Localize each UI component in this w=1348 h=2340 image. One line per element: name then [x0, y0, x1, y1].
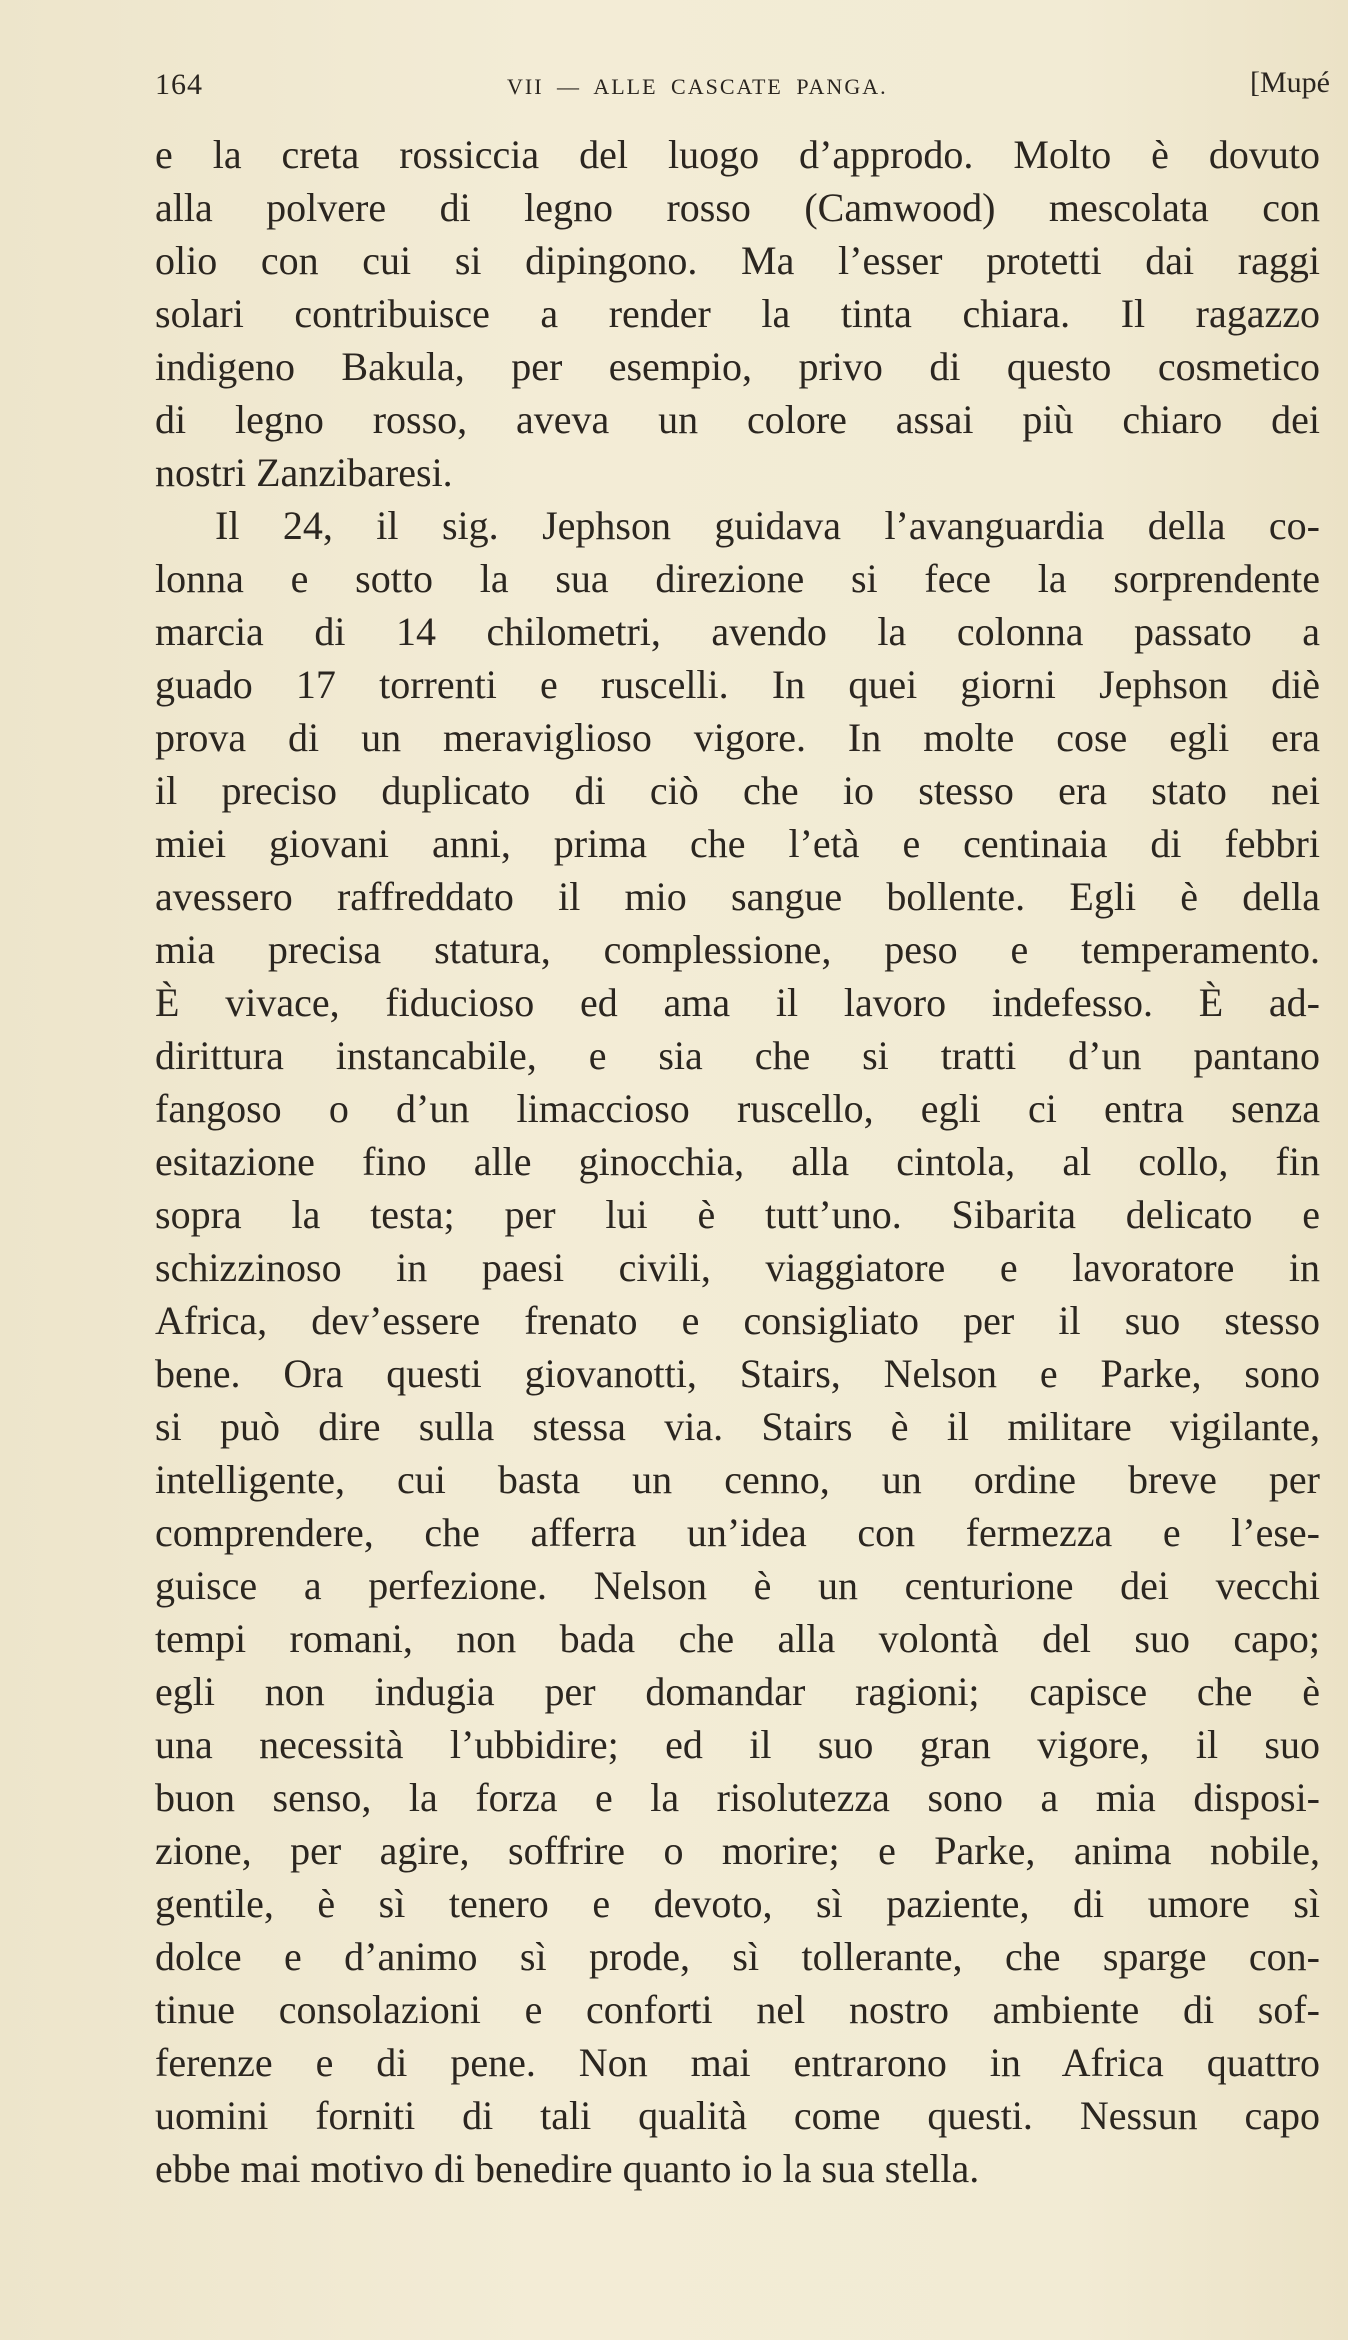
text-line: si può dire sulla stessa via. Stairs è il militare vigilante,	[155, 1404, 1320, 1449]
text-line: mia precisa statura, complessione, peso e temperamento.	[155, 927, 1320, 972]
text-line: ferenze e di pene. Non mai entrarono in Africa quattro	[155, 2040, 1320, 2085]
text-line: lonna e sotto la sua direzione si fece la sorprendente	[155, 556, 1320, 601]
text-line: schizzinoso in paesi civili, viaggiatore e lavoratore in	[155, 1245, 1320, 1290]
text-line: buon senso, la forza e la risolutezza sono a mia disposi-	[155, 1775, 1320, 1820]
text-line: indigeno Bakula, per esempio, privo di questo cosmetico	[155, 344, 1320, 389]
body-text	[155, 128, 1320, 2195]
text-line: guisce a perfezione. Nelson è un centurione dei vecchi	[155, 1563, 1320, 1608]
text-line: il preciso duplicato di ciò che io stesso era stato nei	[155, 768, 1320, 813]
text-line: prova di un meraviglioso vigore. In molte cose egli era	[155, 715, 1320, 760]
text-line: dolce e d’animo sì prode, sì tollerante, che sparge con-	[155, 1934, 1320, 1979]
text-line: È vivace, fiducioso ed ama il lavoro indefesso. È ad-	[155, 980, 1320, 1025]
page-number: 164	[155, 68, 203, 101]
text-line: ebbe mai motivo di benedire quanto io la sua stella.	[155, 2146, 980, 2191]
text-line: olio con cui si dipingono. Ma l’esser protetti dai raggi	[155, 238, 1320, 283]
text-line: uomini forniti di tali qualità come questi. Nessun capo	[155, 2093, 1320, 2138]
text-line: fangoso o d’un limaccioso ruscello, egli ci entra senza	[155, 1086, 1320, 1131]
text-line: avessero raffreddato il mio sangue bollente. Egli è della	[155, 874, 1320, 919]
running-head-right-mark: [Mupé	[1250, 66, 1330, 99]
text-line: zione, per agire, soffrire o morire; e Parke, anima nobile,	[155, 1828, 1320, 1873]
text-line: gentile, è sì tenero e devoto, sì paziente, di umore sì	[155, 1881, 1320, 1926]
text-line: Africa, dev’essere frenato e consigliato per il suo stesso	[155, 1298, 1320, 1343]
text-line: tempi romani, non bada che alla volontà del suo capo;	[155, 1616, 1320, 1661]
text-line: tinue consolazioni e conforti nel nostro ambiente di sof-	[155, 1987, 1320, 2032]
text-line: solari contribuisce a render la tinta chiara. Il ragazzo	[155, 291, 1320, 336]
text-line: alla polvere di legno rosso (Camwood) mescolata con	[155, 185, 1320, 230]
text-line: miei giovani anni, prima che l’età e centinaia di febbri	[155, 821, 1320, 866]
text-line: comprendere, che afferra un’idea con fermezza e l’ese-	[155, 1510, 1320, 1555]
text-line: guado 17 torrenti e ruscelli. In quei giorni Jephson diè	[155, 662, 1320, 707]
text-line: nostri Zanzibaresi.	[155, 450, 453, 495]
text-line: marcia di 14 chilometri, avendo la colonna passato a	[155, 609, 1320, 654]
text-line: dirittura instancabile, e sia che si tratti d’un pantano	[155, 1033, 1320, 1078]
text-line: bene. Ora questi giovanotti, Stairs, Nelson e Parke, sono	[155, 1351, 1320, 1396]
text-line: e la creta rossiccia del luogo d’approdo. Molto è dovuto	[155, 132, 1320, 177]
text-line: una necessità l’ubbidire; ed il suo gran vigore, il suo	[155, 1722, 1320, 1767]
text-line: esitazione fino alle ginocchia, alla cintola, al collo, fin	[155, 1139, 1320, 1184]
text-line: di legno rosso, aveva un colore assai più chiaro dei	[155, 397, 1320, 442]
running-head	[155, 62, 1330, 102]
text-line: egli non indugia per domandar ragioni; capisce che è	[155, 1669, 1320, 1714]
text-line: sopra la testa; per lui è tutt’uno. Sibarita delicato e	[155, 1192, 1320, 1237]
paragraph-start-line: Il 24, il sig. Jephson guidava l’avanguardia della co-	[215, 503, 1320, 548]
text-line: intelligente, cui basta un cenno, un ordine breve per	[155, 1457, 1320, 1502]
chapter-title: VII — ALLE CASCATE PANGA.	[507, 74, 888, 99]
